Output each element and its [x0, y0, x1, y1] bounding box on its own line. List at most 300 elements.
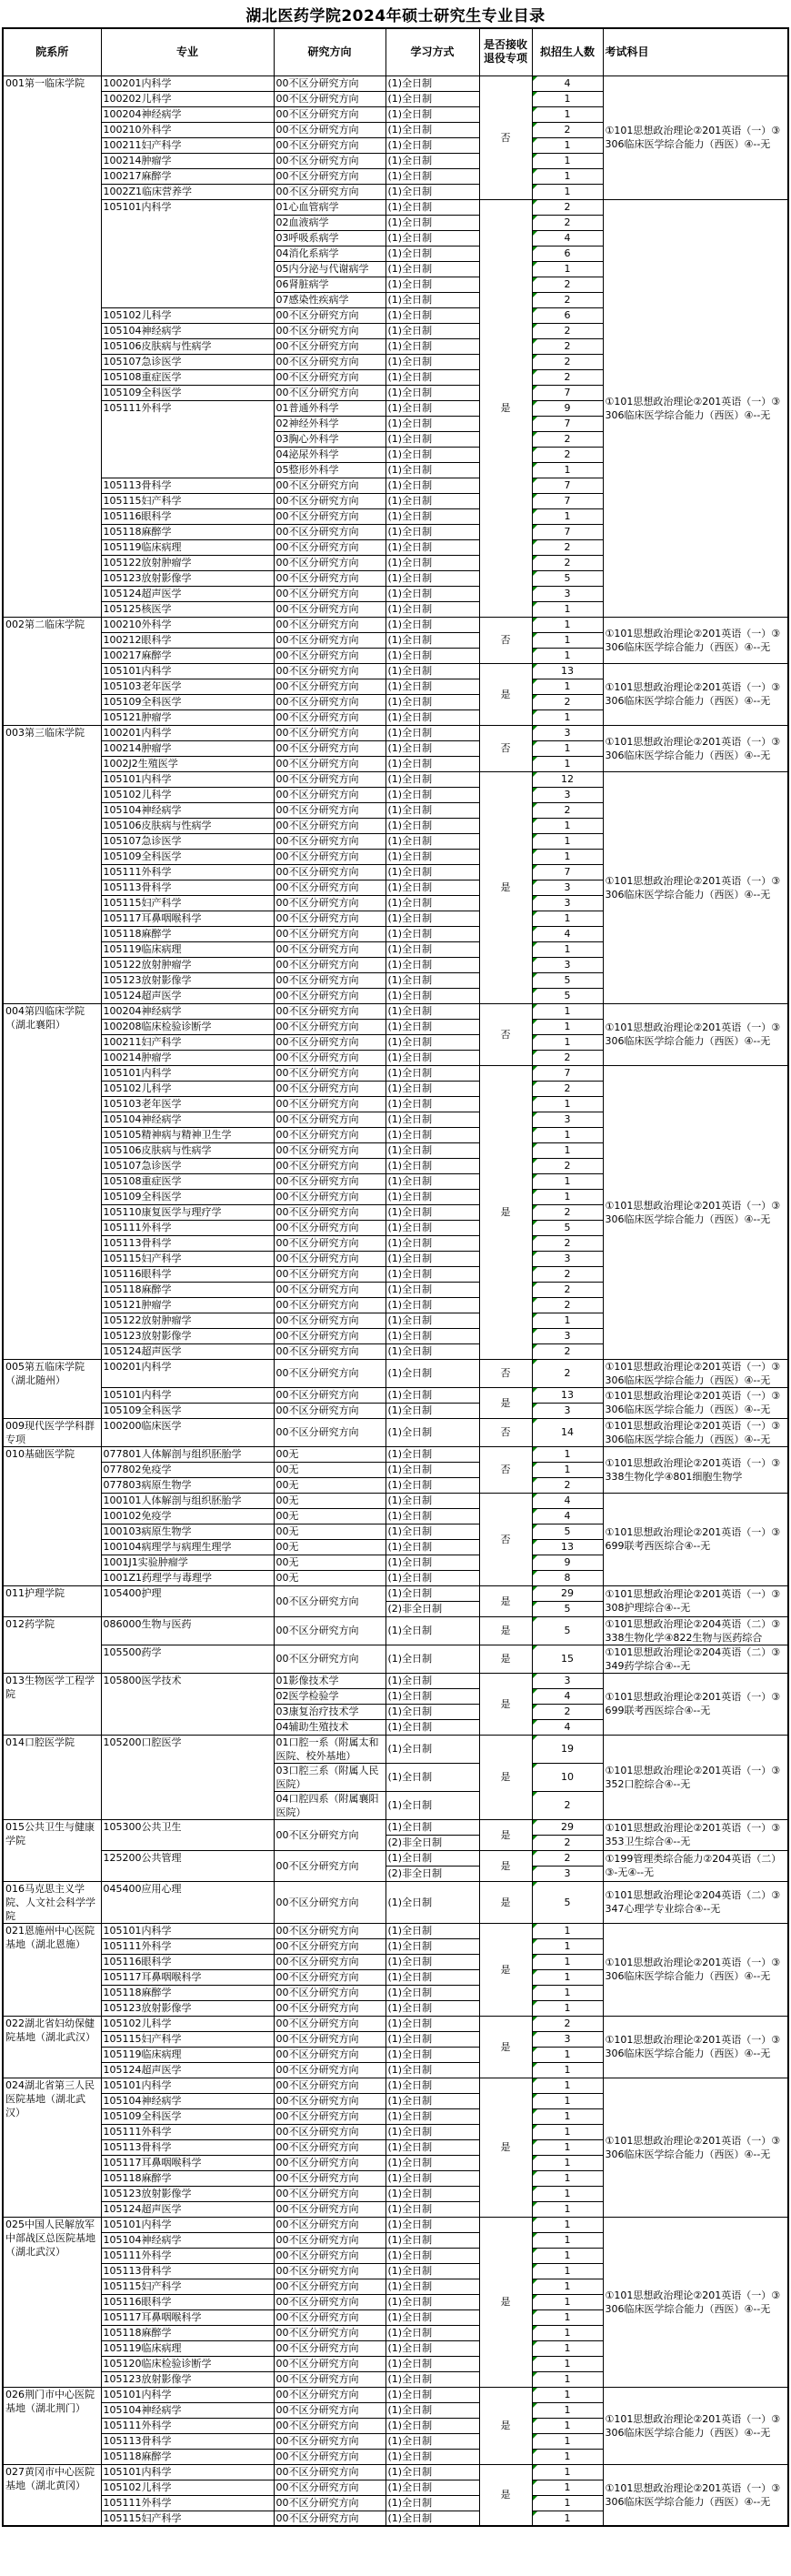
direction-cell: 02神经外科学: [274, 416, 385, 431]
major-cell: 105117耳鼻咽喉科学: [101, 1969, 274, 1985]
major-cell: 105111外科学: [101, 2124, 274, 2139]
cell-corner-triangle-icon: [533, 1419, 537, 1424]
major-cell: 105118麻醉学: [101, 2170, 274, 2186]
count-value: 4: [564, 1510, 571, 1522]
count-value: 5: [564, 974, 571, 986]
count-value: 3: [564, 881, 571, 893]
cell-corner-triangle-icon: [533, 2187, 537, 2191]
mode-cell: (1)全日制: [385, 957, 479, 972]
accept-cell: 是: [479, 663, 532, 725]
accept-cell: 否: [479, 725, 532, 771]
mode-cell: (1)全日制: [385, 1938, 479, 1954]
count-cell: [532, 1204, 603, 1220]
mode-cell: (1)全日制: [385, 1719, 479, 1735]
dept-cell: 013生物医学工程学院: [3, 1673, 101, 1735]
count-value: 2: [564, 1268, 571, 1280]
count-cell: [532, 1328, 603, 1343]
major-cell: 125200公共管理: [101, 1850, 274, 1881]
cell-corner-triangle-icon: [533, 1955, 537, 1959]
mode-cell: (1)全日制: [385, 2309, 479, 2325]
mode-cell: (1)全日制: [385, 2000, 479, 2016]
major-cell: 105113骨科学: [101, 2139, 274, 2155]
mode-cell: (1)全日制: [385, 740, 479, 756]
count-cell: [532, 524, 603, 539]
cell-corner-triangle-icon: [533, 509, 537, 514]
major-cell: 105123放射影像学: [101, 2000, 274, 2016]
table-row: [3, 1003, 788, 1019]
exam-cell: ①101思想政治理论②201英语（一）③308护理综合④--无: [603, 1585, 788, 1616]
count-cell: [532, 1313, 603, 1328]
cell-corner-triangle-icon: [533, 788, 537, 792]
count-value: 7: [564, 418, 571, 429]
mode-cell: (1)全日制: [385, 369, 479, 385]
count-cell: [532, 1297, 603, 1313]
cell-corner-triangle-icon: [533, 540, 537, 545]
mode-cell: (1)全日制: [385, 849, 479, 864]
direction-cell: 00不区分研究方向: [274, 2433, 385, 2449]
count-cell: [532, 694, 603, 709]
cell-corner-triangle-icon: [533, 1329, 537, 1333]
direction-cell: 00不区分研究方向: [274, 972, 385, 988]
count-value: 1: [564, 2126, 571, 2138]
count-cell: [532, 2387, 603, 2402]
mode-cell: (1)全日制: [385, 1791, 479, 1819]
major-cell: 105101内科学: [101, 1065, 274, 1081]
mode-cell: (1)全日制: [385, 478, 479, 493]
mode-cell: (1)全日制: [385, 462, 479, 478]
count-value: 15: [561, 1653, 574, 1665]
count-value: 1: [564, 93, 571, 105]
count-value: 3: [564, 588, 571, 599]
direction-cell: 00不区分研究方向: [274, 1881, 385, 1923]
major-cell: 100104病理学与病理生理学: [101, 1539, 274, 1555]
direction-cell: 00不区分研究方向: [274, 1359, 385, 1387]
mode-cell: (1)全日制: [385, 1403, 479, 1418]
table-row: [3, 771, 788, 787]
direction-cell: 00不区分研究方向: [274, 1403, 385, 1418]
direction-cell: 00不区分研究方向: [274, 601, 385, 617]
direction-cell: 00不区分研究方向: [274, 2155, 385, 2170]
dept-cell: 016马克思主义学院、人文社会科学学院: [3, 1881, 101, 1923]
major-cell: 105118麻醉学: [101, 524, 274, 539]
mode-cell: (1)全日制: [385, 972, 479, 988]
direction-cell: 00不区分研究方向: [274, 122, 385, 137]
major-cell: 105101内科学: [101, 663, 274, 679]
col-header-mode: 学习方式: [385, 28, 479, 75]
table-row: [3, 199, 788, 215]
count-value: 4: [564, 1721, 571, 1733]
major-cell: 105101内科学: [101, 1923, 274, 1938]
mode-cell: (1)全日制: [385, 2170, 479, 2186]
major-cell: 100102免疫学: [101, 1508, 274, 1524]
count-value: 29: [561, 1821, 574, 1833]
cell-corner-triangle-icon: [533, 2109, 537, 2114]
count-cell: [532, 277, 603, 292]
mode-cell: (1)全日制: [385, 2294, 479, 2309]
count-value: 7: [564, 495, 571, 507]
mode-cell: (1)全日制: [385, 632, 479, 648]
accept-cell: 是: [479, 199, 532, 617]
count-value: 29: [561, 1587, 574, 1599]
count-cell: [532, 75, 603, 91]
mode-cell: (1)全日制: [385, 2402, 479, 2418]
mode-cell: (1)全日制: [385, 2418, 479, 2433]
direction-cell: 00不区分研究方向: [274, 957, 385, 972]
count-cell: [532, 570, 603, 586]
mode-cell: (1)全日制: [385, 1065, 479, 1081]
direction-cell: 00不区分研究方向: [274, 1387, 385, 1403]
major-cell: 105123放射影像学: [101, 2371, 274, 2387]
major-cell: 105102儿科学: [101, 307, 274, 323]
cell-corner-triangle-icon: [533, 803, 537, 808]
direction-cell: 00不区分研究方向: [274, 648, 385, 663]
accept-cell: 是: [479, 771, 532, 1003]
major-cell: 105111外科学: [101, 2418, 274, 2433]
direction-cell: 00无: [274, 1539, 385, 1555]
count-cell: [532, 1387, 603, 1403]
direction-cell: 00不区分研究方向: [274, 1204, 385, 1220]
count-value: 2: [564, 325, 571, 337]
count-value: 1: [564, 2450, 571, 2462]
dept-cell: 005第五临床学院（湖北随州）: [3, 1359, 101, 1418]
count-value: 1: [564, 711, 571, 723]
count-value: 3: [564, 1330, 571, 1342]
cell-corner-triangle-icon: [533, 1617, 537, 1622]
count-value: 2: [564, 124, 571, 136]
count-value: 1: [564, 139, 571, 151]
count-cell: [532, 632, 603, 648]
mode-cell: (1)全日制: [385, 2387, 479, 2402]
mode-cell: (1)全日制: [385, 617, 479, 632]
major-cell: 105124超声医学: [101, 1343, 274, 1359]
count-value: 1: [564, 2373, 571, 2385]
major-cell: 100103病原生物学: [101, 1524, 274, 1539]
count-value: 1: [564, 2064, 571, 2076]
cell-corner-triangle-icon: [533, 556, 537, 560]
direction-cell: 00不区分研究方向: [274, 1266, 385, 1282]
major-cell: 105113骨科学: [101, 2263, 274, 2279]
major-cell: 105119临床病理: [101, 539, 274, 555]
count-value: 1: [564, 850, 571, 862]
mode-cell: (1)全日制: [385, 1343, 479, 1359]
direction-cell: 00不区分研究方向: [274, 849, 385, 864]
mode-cell: (1)全日制: [385, 508, 479, 524]
count-value: 2: [564, 1836, 571, 1848]
cell-corner-triangle-icon: [533, 850, 537, 854]
count-value: 2: [564, 1082, 571, 1094]
count-cell: [532, 2294, 603, 2309]
mode-cell: (1)全日制: [385, 400, 479, 416]
major-cell: 100200临床医学: [101, 1418, 274, 1446]
cell-corner-triangle-icon: [533, 1097, 537, 1102]
exam-cell: ①101思想政治理论②201英语（一）③306临床医学综合能力（西医）④--无: [603, 1065, 788, 1359]
count-value: 2: [564, 201, 571, 213]
cell-corner-triangle-icon: [533, 1494, 537, 1498]
direction-cell: 00不区分研究方向: [274, 895, 385, 911]
count-value: 1: [564, 2203, 571, 2215]
count-value: 1: [564, 1956, 571, 1967]
count-cell: [532, 2078, 603, 2093]
count-value: 5: [564, 1525, 571, 1537]
major-cell: 105115妇产科学: [101, 493, 274, 508]
count-cell: [532, 1763, 603, 1791]
cell-corner-triangle-icon: [533, 1298, 537, 1303]
direction-cell: 00不区分研究方向: [274, 617, 385, 632]
direction-cell: 00不区分研究方向: [274, 1819, 385, 1850]
count-value: 1: [564, 2404, 571, 2416]
major-cell: 105123放射影像学: [101, 1328, 274, 1343]
count-value: 1: [564, 2172, 571, 2184]
count-value: 1: [564, 1464, 571, 1475]
major-cell: 077802免疫学: [101, 1462, 274, 1477]
cell-corner-triangle-icon: [533, 2341, 537, 2346]
count-cell: [532, 1954, 603, 1969]
page-title: 湖北医药学院2024年硕士研究生专业目录: [245, 7, 546, 25]
major-cell: 105115妇产科学: [101, 2031, 274, 2047]
count-value: 2: [564, 356, 571, 367]
count-cell: [532, 1359, 603, 1387]
count-cell: [532, 1142, 603, 1158]
major-cell: 105115妇产科学: [101, 895, 274, 911]
count-value: 1: [564, 1191, 571, 1202]
direction-cell: 00不区分研究方向: [274, 338, 385, 354]
mode-cell: (1)全日制: [385, 926, 479, 941]
cell-corner-triangle-icon: [533, 1736, 537, 1740]
cell-corner-triangle-icon: [533, 2403, 537, 2408]
direction-cell: 00不区分研究方向: [274, 2294, 385, 2309]
col-header-exam: 考试科目: [603, 28, 788, 75]
major-cell: 105111外科学: [101, 864, 274, 880]
direction-cell: 00不区分研究方向: [274, 1969, 385, 1985]
count-cell: [532, 802, 603, 818]
count-value: 2: [564, 696, 571, 708]
count-cell: [532, 1645, 603, 1673]
major-cell: 086000生物与医药: [101, 1616, 274, 1645]
major-cell: 1002J2生殖医学: [101, 756, 274, 771]
mode-cell: (1)全日制: [385, 570, 479, 586]
count-value: 1: [564, 2249, 571, 2261]
mode-cell: (1)全日制: [385, 1493, 479, 1508]
accept-cell: 是: [479, 1673, 532, 1735]
direction-cell: 00不区分研究方向: [274, 941, 385, 957]
mode-cell: (1)全日制: [385, 709, 479, 725]
dept-cell: 012药学院: [3, 1616, 101, 1673]
direction-cell: 00不区分研究方向: [274, 91, 385, 106]
count-value: 10: [561, 1771, 574, 1783]
count-value: 13: [561, 1541, 574, 1553]
count-cell: [532, 2062, 603, 2078]
direction-cell: 00不区分研究方向: [274, 1616, 385, 1645]
cell-corner-triangle-icon: [533, 2017, 537, 2021]
mode-cell: (1)全日制: [385, 2016, 479, 2031]
count-value: 2: [564, 448, 571, 460]
count-cell: [532, 2186, 603, 2201]
exam-cell: ①101思想政治理论②201英语（一）③306临床医学综合能力（西医）④--无: [603, 1418, 788, 1446]
direction-cell: 00不区分研究方向: [274, 1081, 385, 1096]
mode-cell: (1)全日制: [385, 1173, 479, 1189]
count-cell: [532, 2433, 603, 2449]
count-cell: [532, 1462, 603, 1477]
count-cell: [532, 1220, 603, 1235]
mode-cell: (1)全日制: [385, 2464, 479, 2480]
dept-cell: 010基础医学院: [3, 1446, 101, 1585]
count-cell: [532, 2279, 603, 2294]
count-value: 13: [561, 665, 574, 677]
cell-corner-triangle-icon: [533, 1128, 537, 1132]
cell-corner-triangle-icon: [533, 525, 537, 529]
major-cell: 100214肿瘤学: [101, 740, 274, 756]
direction-cell: 00不区分研究方向: [274, 323, 385, 338]
cell-corner-triangle-icon: [533, 1447, 537, 1452]
mode-cell: (1)全日制: [385, 230, 479, 246]
count-cell: [532, 2449, 603, 2464]
cell-corner-triangle-icon: [533, 1602, 537, 1606]
major-cell: 100202儿科学: [101, 91, 274, 106]
table-row: [3, 617, 788, 632]
accept-cell: 是: [479, 1616, 532, 1645]
major-cell: 105106皮肤病与性病学: [101, 1142, 274, 1158]
exam-cell: ①101思想政治理论②204英语（二）③347心理学专业综合④--无: [603, 1881, 788, 1923]
direction-cell: 00无: [274, 1570, 385, 1585]
count-cell: [532, 539, 603, 555]
direction-cell: 00不区分研究方向: [274, 679, 385, 694]
count-cell: [532, 2248, 603, 2263]
major-cell: 1002Z1临床营养学: [101, 184, 274, 199]
count-cell: [532, 153, 603, 168]
cell-corner-triangle-icon: [533, 185, 537, 189]
count-value: 2: [564, 1052, 571, 1063]
cell-corner-triangle-icon: [533, 1360, 537, 1364]
dept-cell: 026荆门市中心医院基地（湖北荆门）: [3, 2387, 101, 2464]
count-cell: [532, 2511, 603, 2526]
count-cell: [532, 1235, 603, 1251]
cell-corner-triangle-icon: [533, 2419, 537, 2423]
count-cell: [532, 1616, 603, 1645]
count-cell: [532, 1158, 603, 1173]
major-cell: 105115妇产科学: [101, 1251, 274, 1266]
cell-corner-triangle-icon: [533, 772, 537, 777]
mode-cell: (1)全日制: [385, 694, 479, 709]
count-cell: [532, 849, 603, 864]
direction-cell: 00不区分研究方向: [274, 1220, 385, 1235]
cell-corner-triangle-icon: [533, 1674, 537, 1678]
major-cell: 100214肿瘤学: [101, 153, 274, 168]
cell-corner-triangle-icon: [533, 1174, 537, 1179]
count-cell: [532, 2325, 603, 2340]
mode-cell: (1)全日制: [385, 911, 479, 926]
count-value: 3: [564, 727, 571, 739]
direction-cell: 00不区分研究方向: [274, 354, 385, 369]
cell-corner-triangle-icon: [533, 2125, 537, 2129]
exam-cell: ①101思想政治理论②201英语（一）③306临床医学综合能力（西医）④--无: [603, 725, 788, 771]
cell-corner-triangle-icon: [533, 1970, 537, 1975]
mode-cell: (1)全日制: [385, 2279, 479, 2294]
cell-corner-triangle-icon: [533, 1205, 537, 1210]
count-cell: [532, 1704, 603, 1719]
count-value: 1: [564, 1925, 571, 1937]
count-cell: [532, 880, 603, 895]
count-value: 3: [564, 1675, 571, 1686]
exam-cell: ①101思想政治理论②201英语（一）③306临床医学综合能力（西医）④--无: [603, 2387, 788, 2464]
cell-corner-triangle-icon: [533, 2094, 537, 2098]
count-cell: [532, 1282, 603, 1297]
cell-corner-triangle-icon: [533, 1388, 537, 1393]
count-cell: [532, 2309, 603, 2325]
count-cell: [532, 1266, 603, 1282]
major-cell: 105102儿科学: [101, 787, 274, 802]
mode-cell: (2)非全日制: [385, 1835, 479, 1850]
count-value: 7: [564, 479, 571, 491]
direction-cell: 00不区分研究方向: [274, 1096, 385, 1112]
direction-cell: 00不区分研究方向: [274, 1418, 385, 1446]
major-cell: 105116眼科学: [101, 1954, 274, 1969]
exam-cell: ①101思想政治理论②201英语（一）③699联考西医综合④--无: [603, 1673, 788, 1735]
direction-cell: 00不区分研究方向: [274, 1645, 385, 1673]
direction-cell: 00不区分研究方向: [274, 771, 385, 787]
cell-corner-triangle-icon: [533, 417, 537, 421]
count-value: 2: [564, 1160, 571, 1172]
direction-cell: 07感染性疾病学: [274, 292, 385, 307]
direction-cell: 00无: [274, 1524, 385, 1539]
mode-cell: (1)全日制: [385, 1189, 479, 1204]
mode-cell: (1)全日制: [385, 122, 479, 137]
mode-cell: (1)全日制: [385, 1266, 479, 1282]
count-value: 3: [564, 1404, 571, 1416]
major-cell: 105107急诊医学: [101, 833, 274, 849]
count-value: 1: [564, 1940, 571, 1952]
direction-cell: 00不区分研究方向: [274, 1954, 385, 1969]
count-cell: [532, 648, 603, 663]
major-cell: 105101内科学: [101, 2217, 274, 2232]
mode-cell: (1)全日制: [385, 1282, 479, 1297]
count-cell: [532, 663, 603, 679]
count-value: 1: [564, 2466, 571, 2478]
mode-cell: (1)全日制: [385, 2186, 479, 2201]
mode-cell: (1)全日制: [385, 215, 479, 230]
mode-cell: (1)全日制: [385, 1446, 479, 1462]
accept-cell: 否: [479, 1446, 532, 1493]
count-cell: [532, 447, 603, 462]
count-cell: [532, 1127, 603, 1142]
cell-corner-triangle-icon: [533, 1720, 537, 1725]
count-cell: [532, 617, 603, 632]
major-cell: 100211妇产科学: [101, 137, 274, 153]
mode-cell: (2)非全日制: [385, 1601, 479, 1616]
count-cell: [532, 1019, 603, 1034]
direction-cell: 00无: [274, 1493, 385, 1508]
major-cell: 100214肿瘤学: [101, 1050, 274, 1065]
cell-corner-triangle-icon: [533, 834, 537, 839]
count-value: 1: [564, 2157, 571, 2168]
direction-cell: 00不区分研究方向: [274, 184, 385, 199]
table-row: [3, 1065, 788, 1081]
count-value: 1: [564, 2265, 571, 2277]
count-value: 19: [561, 1743, 574, 1755]
count-value: 1: [564, 1971, 571, 1983]
major-cell: 1001J1实验肿瘤学: [101, 1555, 274, 1570]
mode-cell: (1)全日制: [385, 1735, 479, 1763]
mode-cell: (1)全日制: [385, 2356, 479, 2371]
count-cell: [532, 246, 603, 261]
cell-corner-triangle-icon: [533, 741, 537, 746]
cell-corner-triangle-icon: [533, 2434, 537, 2439]
cell-corner-triangle-icon: [533, 2465, 537, 2470]
count-value: 1: [564, 603, 571, 615]
major-cell: 100208临床检验诊断学: [101, 1019, 274, 1034]
major-cell: 105108重症医学: [101, 369, 274, 385]
major-cell: 105113骨科学: [101, 880, 274, 895]
mode-cell: (1)全日制: [385, 1235, 479, 1251]
